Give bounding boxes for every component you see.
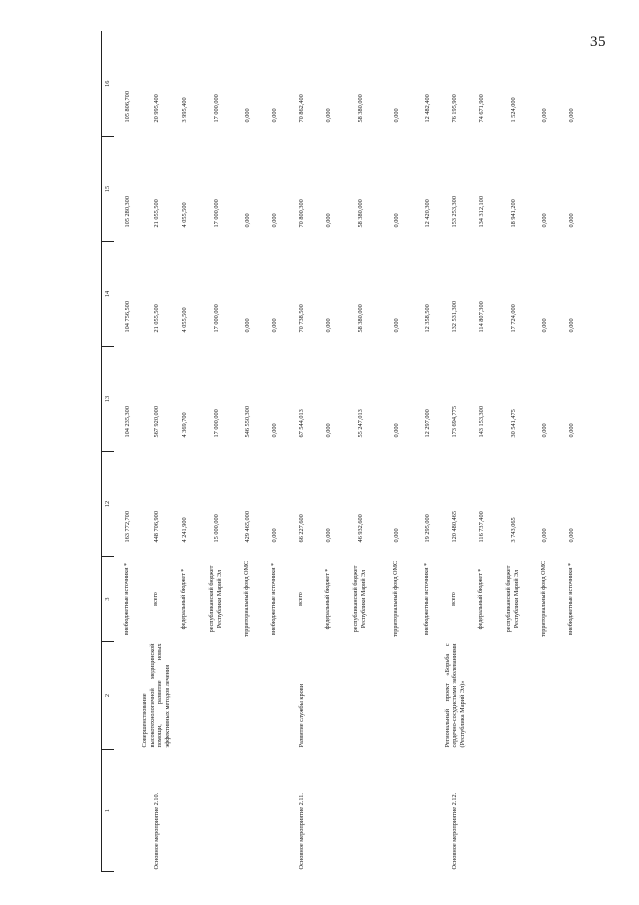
value-cell: 15 000,000 [212, 514, 220, 543]
value-cell: 17 000,000 [212, 199, 220, 228]
funding-source: внебюджетные источники * [271, 562, 278, 636]
row-label [559, 750, 586, 872]
value-cell: 4 369,700 [181, 412, 189, 438]
row-description [262, 642, 289, 750]
table-row [343, 32, 379, 872]
value-cell: 0,000 [325, 318, 333, 333]
value-cell: 134 312,100 [478, 196, 486, 228]
value-cell: 17 000,000 [212, 409, 220, 438]
value-cell: 19 295,000 [424, 514, 432, 543]
table-row [469, 32, 496, 872]
budget-table [101, 32, 586, 873]
rotated-table-container [101, 32, 591, 872]
table-row [442, 32, 469, 872]
row-label [316, 750, 343, 872]
value-cell: 21 055,500 [152, 304, 160, 333]
value-cell: 0,000 [541, 528, 549, 543]
value-cell: 12 420,300 [424, 199, 432, 228]
value-cell: 0,000 [392, 108, 400, 123]
row-description [316, 642, 343, 750]
table-row [532, 32, 559, 872]
col-header-3: 3 [102, 557, 115, 642]
value-cell: 0,000 [392, 318, 400, 333]
row-description-text: Региональный проект «Борьба с сердечно-сосудистыми заболеваниями (Республика Марий Эл)» [443, 643, 467, 748]
row-description [235, 642, 262, 750]
value-cell: 17 000,000 [212, 94, 220, 123]
value-cell: 0,000 [244, 318, 252, 333]
value-cell: 104 756,500 [123, 301, 131, 333]
funding-source: федеральный бюджет * [325, 568, 332, 630]
funding-source: территориальный фонд ОМС [392, 560, 399, 638]
funding-source: федеральный бюджет * [478, 568, 485, 630]
value-cell: 66 227,600 [298, 514, 306, 543]
value-cell: 0,000 [325, 108, 333, 123]
row-label: Основное мероприятие 2.10. [152, 792, 160, 870]
row-label [379, 750, 415, 872]
value-cell: 67 544,013 [298, 409, 306, 438]
row-label [415, 750, 442, 872]
funding-source: внебюджетные источники * [568, 562, 575, 636]
funding-source: территориальный фонд ОМС [541, 560, 548, 638]
row-description [343, 642, 379, 750]
value-cell: 58 380,000 [356, 94, 364, 123]
value-cell: 546 550,300 [244, 406, 252, 438]
value-cell: 58 380,000 [356, 199, 364, 228]
value-cell: 1 524,000 [509, 97, 517, 123]
value-cell: 0,000 [271, 318, 279, 333]
value-cell: 30 541,475 [509, 409, 517, 438]
table-row [379, 32, 415, 872]
value-cell: 0,000 [271, 528, 279, 543]
table-row [316, 32, 343, 872]
value-cell: 105 280,300 [123, 196, 131, 228]
value-cell: 0,000 [271, 108, 279, 123]
value-cell: 0,000 [392, 423, 400, 438]
funding-source: всего [298, 592, 305, 606]
value-cell: 3 995,400 [181, 97, 189, 123]
row-description [172, 642, 199, 750]
page-number: 35 [590, 34, 606, 50]
table-row [172, 32, 199, 872]
value-cell: 0,000 [392, 528, 400, 543]
row-label [532, 750, 559, 872]
value-cell: 143 153,300 [478, 406, 486, 438]
col-header-1: 1 [102, 750, 115, 872]
value-cell: 114 807,300 [478, 301, 486, 333]
value-cell: 0,000 [541, 108, 549, 123]
row-description: Развитие службы крови [298, 683, 306, 748]
col-header-15: 15 [102, 137, 115, 242]
value-cell: 70 738,500 [298, 304, 306, 333]
row-label [469, 750, 496, 872]
value-cell: 104 235,300 [123, 406, 131, 438]
row-label [199, 750, 235, 872]
value-cell: 20 995,400 [152, 94, 160, 123]
table-row [141, 32, 172, 872]
value-cell: 70 800,300 [298, 199, 306, 228]
funding-source: республиканский бюджет Республики Марий Эл [209, 565, 223, 633]
value-cell: 0,000 [244, 108, 252, 123]
row-description [114, 642, 141, 750]
col-header-12: 12 [102, 452, 115, 557]
funding-source: республиканский бюджет Республики Марий Эл [353, 565, 367, 633]
table-row [235, 32, 262, 872]
value-cell: 76 195,900 [451, 94, 459, 123]
value-cell: 17 724,000 [509, 304, 517, 333]
row-description [379, 642, 415, 750]
row-label [262, 750, 289, 872]
value-cell: 0,000 [568, 528, 576, 543]
value-cell: 0,000 [244, 213, 252, 228]
row-label [343, 750, 379, 872]
value-cell: 12 358,500 [424, 304, 432, 333]
value-cell: 46 932,600 [356, 514, 364, 543]
row-description [415, 642, 442, 750]
value-cell: 4 055,500 [181, 307, 189, 333]
value-cell: 132 531,300 [451, 301, 459, 333]
table-row [559, 32, 586, 872]
value-cell: 74 671,900 [478, 94, 486, 123]
row-label [172, 750, 199, 872]
value-cell: 12 297,000 [424, 409, 432, 438]
value-cell: 0,000 [325, 213, 333, 228]
value-cell: 70 862,400 [298, 94, 306, 123]
value-cell: 153 253,300 [451, 196, 459, 228]
row-description [496, 642, 532, 750]
row-description [199, 642, 235, 750]
value-cell: 0,000 [392, 213, 400, 228]
value-cell: 0,000 [568, 108, 576, 123]
value-cell: 4 055,500 [181, 202, 189, 228]
value-cell: 0,000 [325, 423, 333, 438]
row-description [559, 642, 586, 750]
row-label: Основное мероприятие 2.12. [451, 792, 459, 870]
funding-source: федеральный бюджет * [181, 568, 188, 630]
value-cell: 55 247,013 [356, 409, 364, 438]
value-cell: 12 482,400 [424, 94, 432, 123]
value-cell: 120 480,465 [451, 511, 459, 543]
col-header-14: 14 [102, 242, 115, 347]
funding-source: внебюджетные источники * [424, 562, 431, 636]
table-row [415, 32, 442, 872]
value-cell: 0,000 [271, 423, 279, 438]
funding-source: внебюджетные источники * [123, 562, 130, 636]
funding-source: всего [152, 592, 159, 606]
value-cell: 429 465,000 [244, 511, 252, 543]
row-label [235, 750, 262, 872]
row-description [532, 642, 559, 750]
col-header-13: 13 [102, 347, 115, 452]
funding-source: республиканский бюджет Республики Марий Эл [506, 565, 520, 633]
value-cell: 0,000 [568, 423, 576, 438]
value-cell: 17 000,000 [212, 304, 220, 333]
value-cell: 0,000 [568, 213, 576, 228]
value-cell: 18 941,200 [509, 199, 517, 228]
funding-source: территориальный фонд ОМС [244, 560, 251, 638]
value-cell: 448 706,900 [152, 511, 160, 543]
value-cell: 0,000 [271, 213, 279, 228]
table-row [496, 32, 532, 872]
value-cell: 58 380,000 [356, 304, 364, 333]
row-description-text: Совершенствование высокотехнологичной медицинской помощи, развитие новых эффективных методов лечения [141, 643, 172, 748]
value-cell: 21 055,500 [152, 199, 160, 228]
value-cell: 173 694,775 [451, 406, 459, 438]
value-cell: 105 806,700 [123, 91, 131, 123]
row-label: Основное мероприятие 2.11. [298, 792, 306, 870]
value-cell: 0,000 [541, 423, 549, 438]
value-cell: 0,000 [541, 318, 549, 333]
value-cell: 0,000 [541, 213, 549, 228]
row-description [469, 642, 496, 750]
value-cell: 116 737,400 [478, 511, 486, 543]
value-cell: 163 772,700 [123, 511, 131, 543]
value-cell: 4 241,900 [181, 517, 189, 543]
row-label [114, 750, 141, 872]
table-row [289, 32, 316, 872]
value-cell: 567 920,000 [152, 406, 160, 438]
table-row [199, 32, 235, 872]
header-row [102, 32, 115, 872]
value-cell: 3 743,065 [509, 517, 517, 543]
funding-source: всего [451, 592, 458, 606]
row-description [141, 642, 172, 750]
row-description [442, 642, 469, 750]
row-label [496, 750, 532, 872]
table-row [114, 32, 141, 872]
value-cell: 0,000 [325, 528, 333, 543]
table-row [262, 32, 289, 872]
col-header-2: 2 [102, 642, 115, 750]
col-header-16: 16 [102, 32, 115, 137]
value-cell: 0,000 [568, 318, 576, 333]
